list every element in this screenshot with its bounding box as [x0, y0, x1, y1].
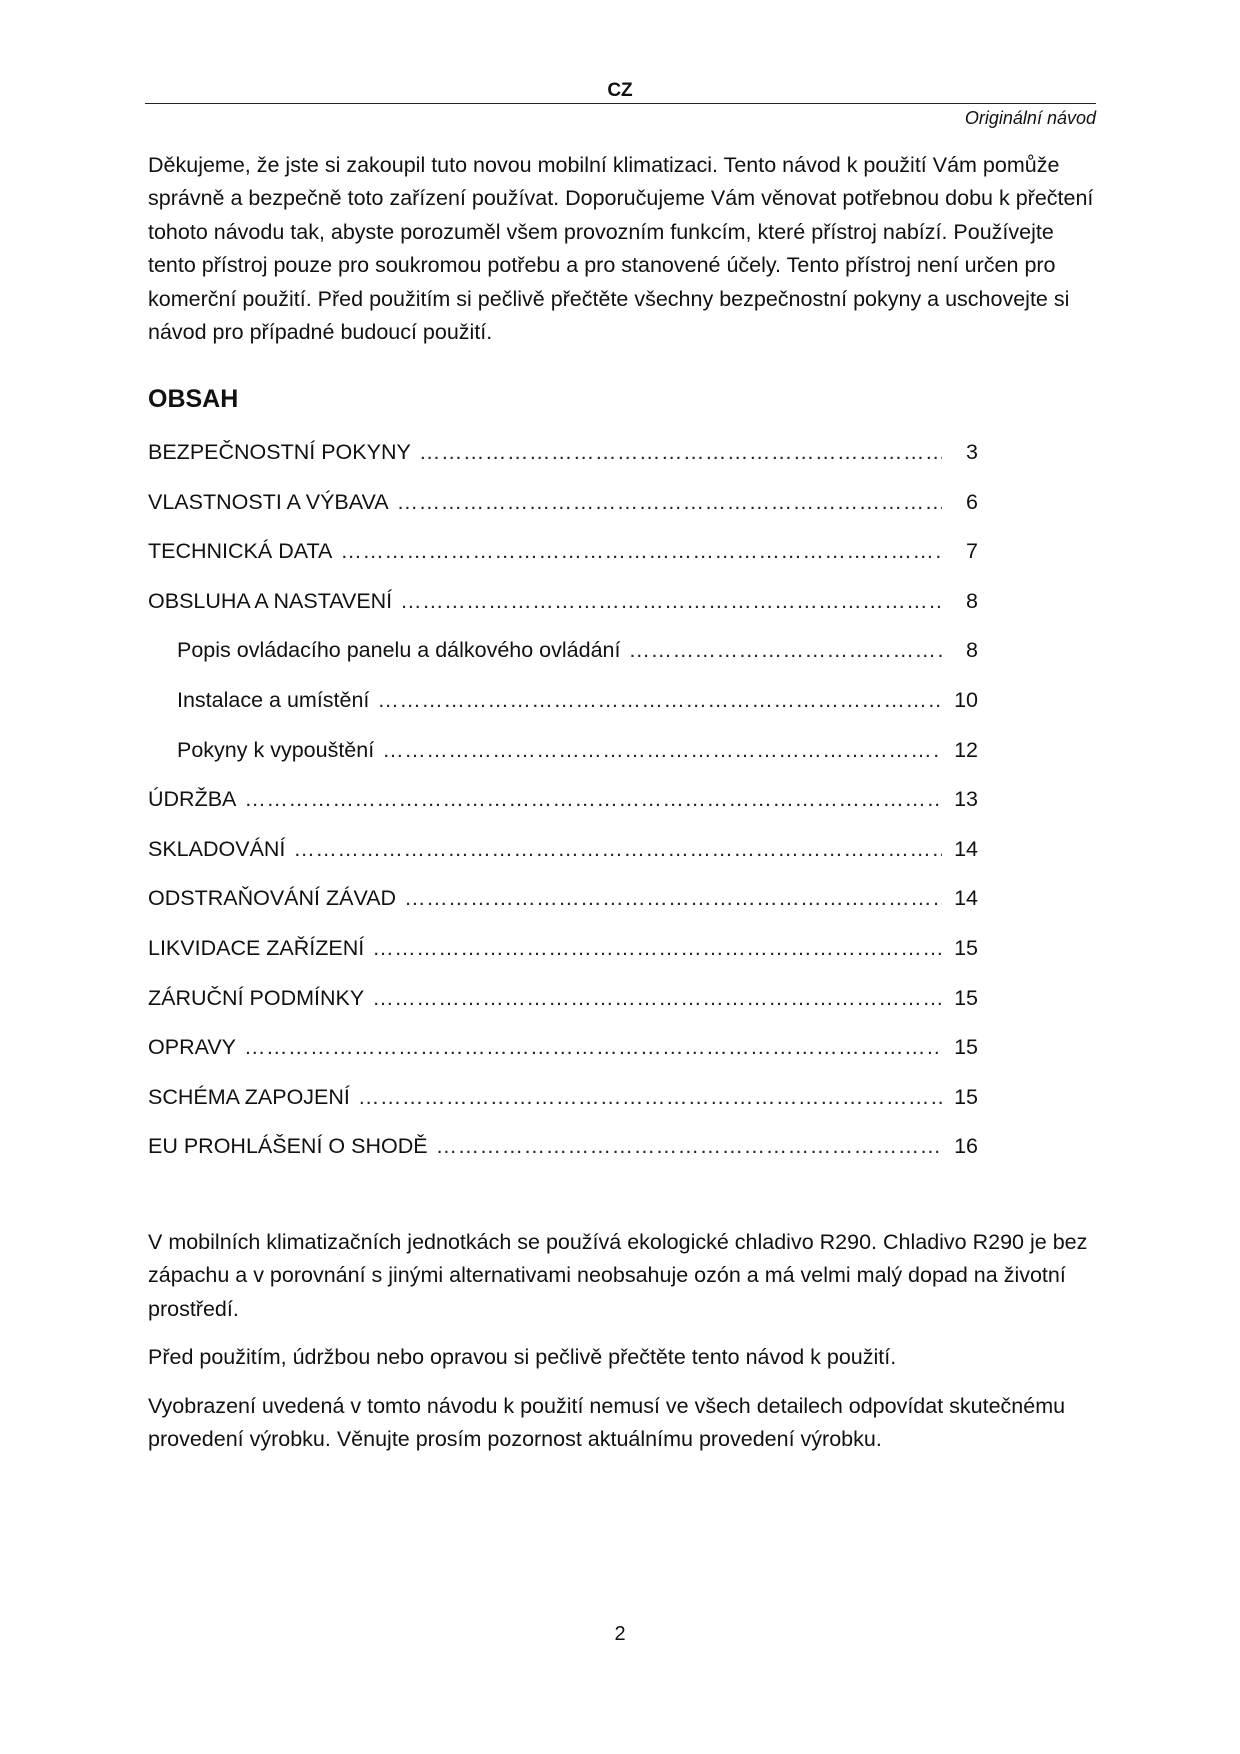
- toc-leader-dots: [419, 440, 942, 465]
- toc-entry-page: 15: [954, 985, 978, 1010]
- notes-section: [148, 1226, 1098, 1471]
- toc-entry-page: 8: [966, 638, 978, 663]
- toc-entry[interactable]: [148, 539, 978, 589]
- toc-entry-page: 14: [954, 886, 978, 911]
- toc-leader-dots: [400, 589, 942, 614]
- toc-leader-dots: [244, 787, 942, 812]
- intro-paragraph: Děkujeme, že jste si zakoupil tuto novou mobilní klimatizaci. Tento návod k použití Vám pomůže správně a bezpečně toto zařízení používat. Doporučujeme Vám věnovat potřebnou dobu k přečtení tohoto návodu tak, abyste porozuměl všem provozním funkcím, které přístroj nabízí. Používejte tento přístroj pouze pro soukromou potřebu a pro stanovené účely. Tento přístroj není určen pro komerční použití. Před použitím si pečlivě přečtěte všechny bezpečnostní pokyny a uschovejte si návod pro případné budoucí použití.: [148, 153, 1094, 345]
- intro-text: [148, 149, 1098, 349]
- toc-leader-dots: [436, 1134, 942, 1159]
- page-number: 2: [614, 1623, 626, 1645]
- toc-entry-label: ODSTRAŇOVÁNÍ ZÁVAD: [148, 886, 397, 911]
- toc-entry-label: Instalace a umístění: [177, 687, 370, 712]
- toc-leader-dots: [628, 638, 942, 663]
- toc-entry[interactable]: [148, 440, 978, 490]
- toc-entry-page: 12: [954, 737, 978, 762]
- toc-entry-label: EU PROHLÁŠENÍ O SHODĚ: [148, 1134, 428, 1159]
- toc-leader-dots: [340, 539, 942, 564]
- toc-subentry[interactable]: [148, 738, 978, 788]
- toc-leader-dots: [372, 936, 942, 961]
- table-of-contents: [148, 440, 978, 1184]
- toc-entry-page: 3: [966, 440, 978, 464]
- toc-entry-label: Pokyny k vypouštění: [177, 737, 375, 762]
- toc-leader-dots: [382, 738, 942, 763]
- toc-entry-label: OBSLUHA A NASTAVENÍ: [148, 588, 393, 613]
- toc-entry-page: 10: [954, 687, 978, 712]
- toc-entry-page: 16: [954, 1134, 978, 1159]
- toc-entry-label: ÚDRŽBA: [148, 787, 237, 812]
- toc-entry[interactable]: [148, 986, 978, 1036]
- toc-entry-label: SKLADOVÁNÍ: [148, 836, 286, 861]
- toc-entry-page: 6: [966, 489, 978, 514]
- toc-leader-dots: [404, 886, 942, 911]
- toc-leader-dots: [372, 986, 942, 1011]
- toc-entry[interactable]: [148, 837, 978, 887]
- toc-entry[interactable]: [148, 1035, 978, 1085]
- toc-entry-label: VLASTNOSTI A VÝBAVA: [148, 489, 389, 514]
- toc-entry-page: 15: [954, 1035, 978, 1060]
- toc-entry[interactable]: [148, 589, 978, 639]
- header-rule: [145, 103, 1096, 104]
- toc-entry[interactable]: [148, 1134, 978, 1184]
- toc-entry-label: SCHÉMA ZAPOJENÍ: [148, 1084, 350, 1109]
- toc-entry[interactable]: [148, 490, 978, 540]
- header-language: CZ: [607, 80, 633, 101]
- toc-entry-label: TECHNICKÁ DATA: [148, 539, 333, 564]
- toc-entry-page: 8: [966, 588, 978, 613]
- toc-entry-label: OPRAVY: [148, 1035, 237, 1060]
- toc-entry-label: LIKVIDACE ZAŘÍZENÍ: [148, 935, 365, 960]
- toc-leader-dots: [244, 1035, 942, 1060]
- toc-entry[interactable]: [148, 1085, 978, 1135]
- toc-entry-page: 13: [954, 787, 978, 812]
- note-illustrations: Vyobrazení uvedená v tomto návodu k použití nemusí ve všech detailech odpovídat skutečnému provedení výrobku. Věnujte prosím pozornost aktuálnímu provedení výrobku.: [148, 1393, 1066, 1452]
- toc-title: OBSAH: [148, 385, 239, 413]
- toc-leader-dots: [377, 688, 942, 713]
- toc-entry-label: Popis ovládacího panelu a dálkového ovládání: [177, 638, 621, 663]
- header-subtitle: Originální návod: [964, 108, 1096, 128]
- toc-entry-page: 15: [954, 1084, 978, 1109]
- toc-entry-page: 15: [954, 935, 978, 960]
- note-refrigerant: V mobilních klimatizačních jednotkách se používá ekologické chladivo R290. Chladivo R290 je bez zápachu a v porovnání s jinými alternativami neobsahuje ozón a má velmi malý dopad na životní prostředí.: [148, 1230, 1088, 1321]
- toc-entry-page: 14: [954, 836, 978, 861]
- toc-entry-label: ZÁRUČNÍ PODMÍNKY: [148, 985, 365, 1010]
- toc-subentry[interactable]: [148, 688, 978, 738]
- toc-entry-label: BEZPEČNOSTNÍ POKYNY: [148, 440, 411, 464]
- toc-entry-page: 7: [966, 539, 978, 564]
- toc-subentry[interactable]: [148, 638, 978, 688]
- toc-leader-dots: [358, 1085, 942, 1110]
- toc-leader-dots: [397, 490, 942, 515]
- note-read-manual: Před použitím, údržbou nebo opravou si pečlivě přečtěte tento návod k použití.: [148, 1345, 897, 1370]
- toc-entry[interactable]: [148, 936, 978, 986]
- toc-entry[interactable]: [148, 787, 978, 837]
- toc-entry[interactable]: [148, 886, 978, 936]
- toc-leader-dots: [293, 837, 942, 862]
